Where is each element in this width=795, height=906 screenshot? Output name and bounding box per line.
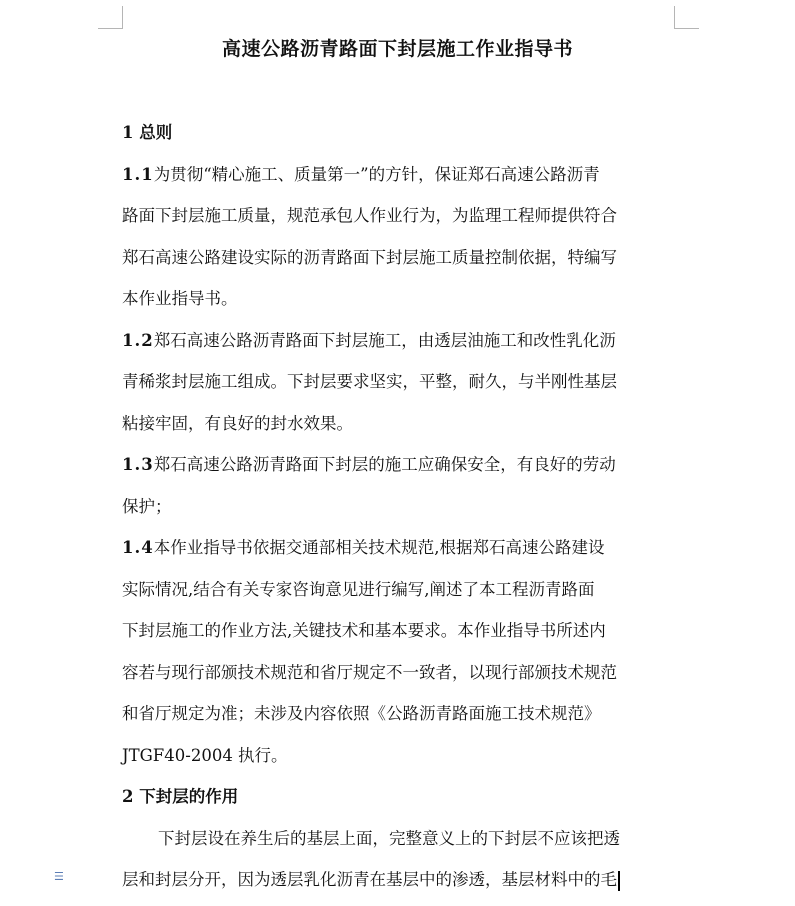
- paragraph-1-4-line-3: 下封层施工的作业方法,关键技术和基本要求。本作业指导书所述内: [122, 621, 606, 640]
- paragraph-number: 1.3: [122, 455, 154, 474]
- paragraph-text: 郑石高速公路沥青路面下封层施工，由透层油施工和改性乳化沥: [153, 330, 616, 350]
- paragraph-1-4-line-6: JTGF40-2004 执行。: [122, 745, 288, 765]
- paragraph-1-2-line-1: [122, 325, 678, 367]
- paragraph-1-4-line-1: [122, 532, 678, 574]
- paragraph-1-1-line-4: 本作业指导书。: [122, 289, 238, 308]
- section-2-line-2: [122, 864, 678, 906]
- paragraph-text: 郑石高速公路沥青路面下封层的施工应确保安全，有良好的劳动: [153, 455, 616, 474]
- paragraph-number: 1.2: [122, 330, 154, 350]
- paragraph-1-1-line-1: [122, 159, 678, 201]
- text-cursor: [618, 871, 620, 891]
- paragraph-1-3-line-2: 保护；: [122, 496, 172, 516]
- top-right-crop-mark: [674, 6, 699, 29]
- paragraph-1-4-line-4: 容若与现行部颁技术规范和省厅规定不一致者，以现行部颁技术规范: [122, 662, 617, 682]
- section-2-line-1: 下封层设在养生后的基层上面，完整意义上的下封层不应该把透: [158, 828, 620, 848]
- section-2-heading: 2 下封层的作用: [122, 787, 239, 806]
- paragraph-mark-icon[interactable]: ☰: [54, 870, 64, 883]
- paragraph-1-1-line-3: 郑石高速公路建设实际的沥青路面下封层施工质量控制依据，特编写: [122, 247, 617, 267]
- paragraph-1-3-line-1: [122, 449, 678, 491]
- section-1-heading: 1 总则: [122, 123, 173, 142]
- document-body[interactable]: [122, 117, 678, 906]
- paragraph-number: 1.1: [122, 164, 154, 184]
- paragraph-1-2-line-2: 青稀浆封层施工组成。下封层要求坚实，平整，耐久，与半刚性基层: [122, 372, 617, 391]
- paragraph-1-2-line-3: 粘接牢固，有良好的封水效果。: [122, 413, 353, 433]
- paragraph-1-4-line-2: 实际情况,结合有关专家咨询意见进行编写,阐述了本工程沥青路面: [122, 579, 595, 599]
- document-title: 高速公路沥青路面下封层施工作业指导书: [221, 38, 573, 60]
- paragraph-number: 1.4: [122, 538, 154, 557]
- section-2-line-2-text: 层和封层分开，因为透层乳化沥青在基层中的渗透，基层材料中的毛: [122, 870, 617, 889]
- top-left-crop-mark: [98, 6, 123, 29]
- paragraph-1-4-line-5: 和省厅规定为准；未涉及内容依照《公路沥青路面施工技术规范》: [122, 704, 601, 723]
- paragraph-1-1-line-2: 路面下封层施工质量，规范承包人作业行为，为监理工程师提供符合: [122, 206, 617, 225]
- paragraph-text: 为贯彻“精心施工、质量第一”的方针，保证郑石高速公路沥青: [153, 164, 600, 184]
- paragraph-text: 本作业指导书依据交通部相关技术规范,根据郑石高速公路建设: [153, 538, 605, 557]
